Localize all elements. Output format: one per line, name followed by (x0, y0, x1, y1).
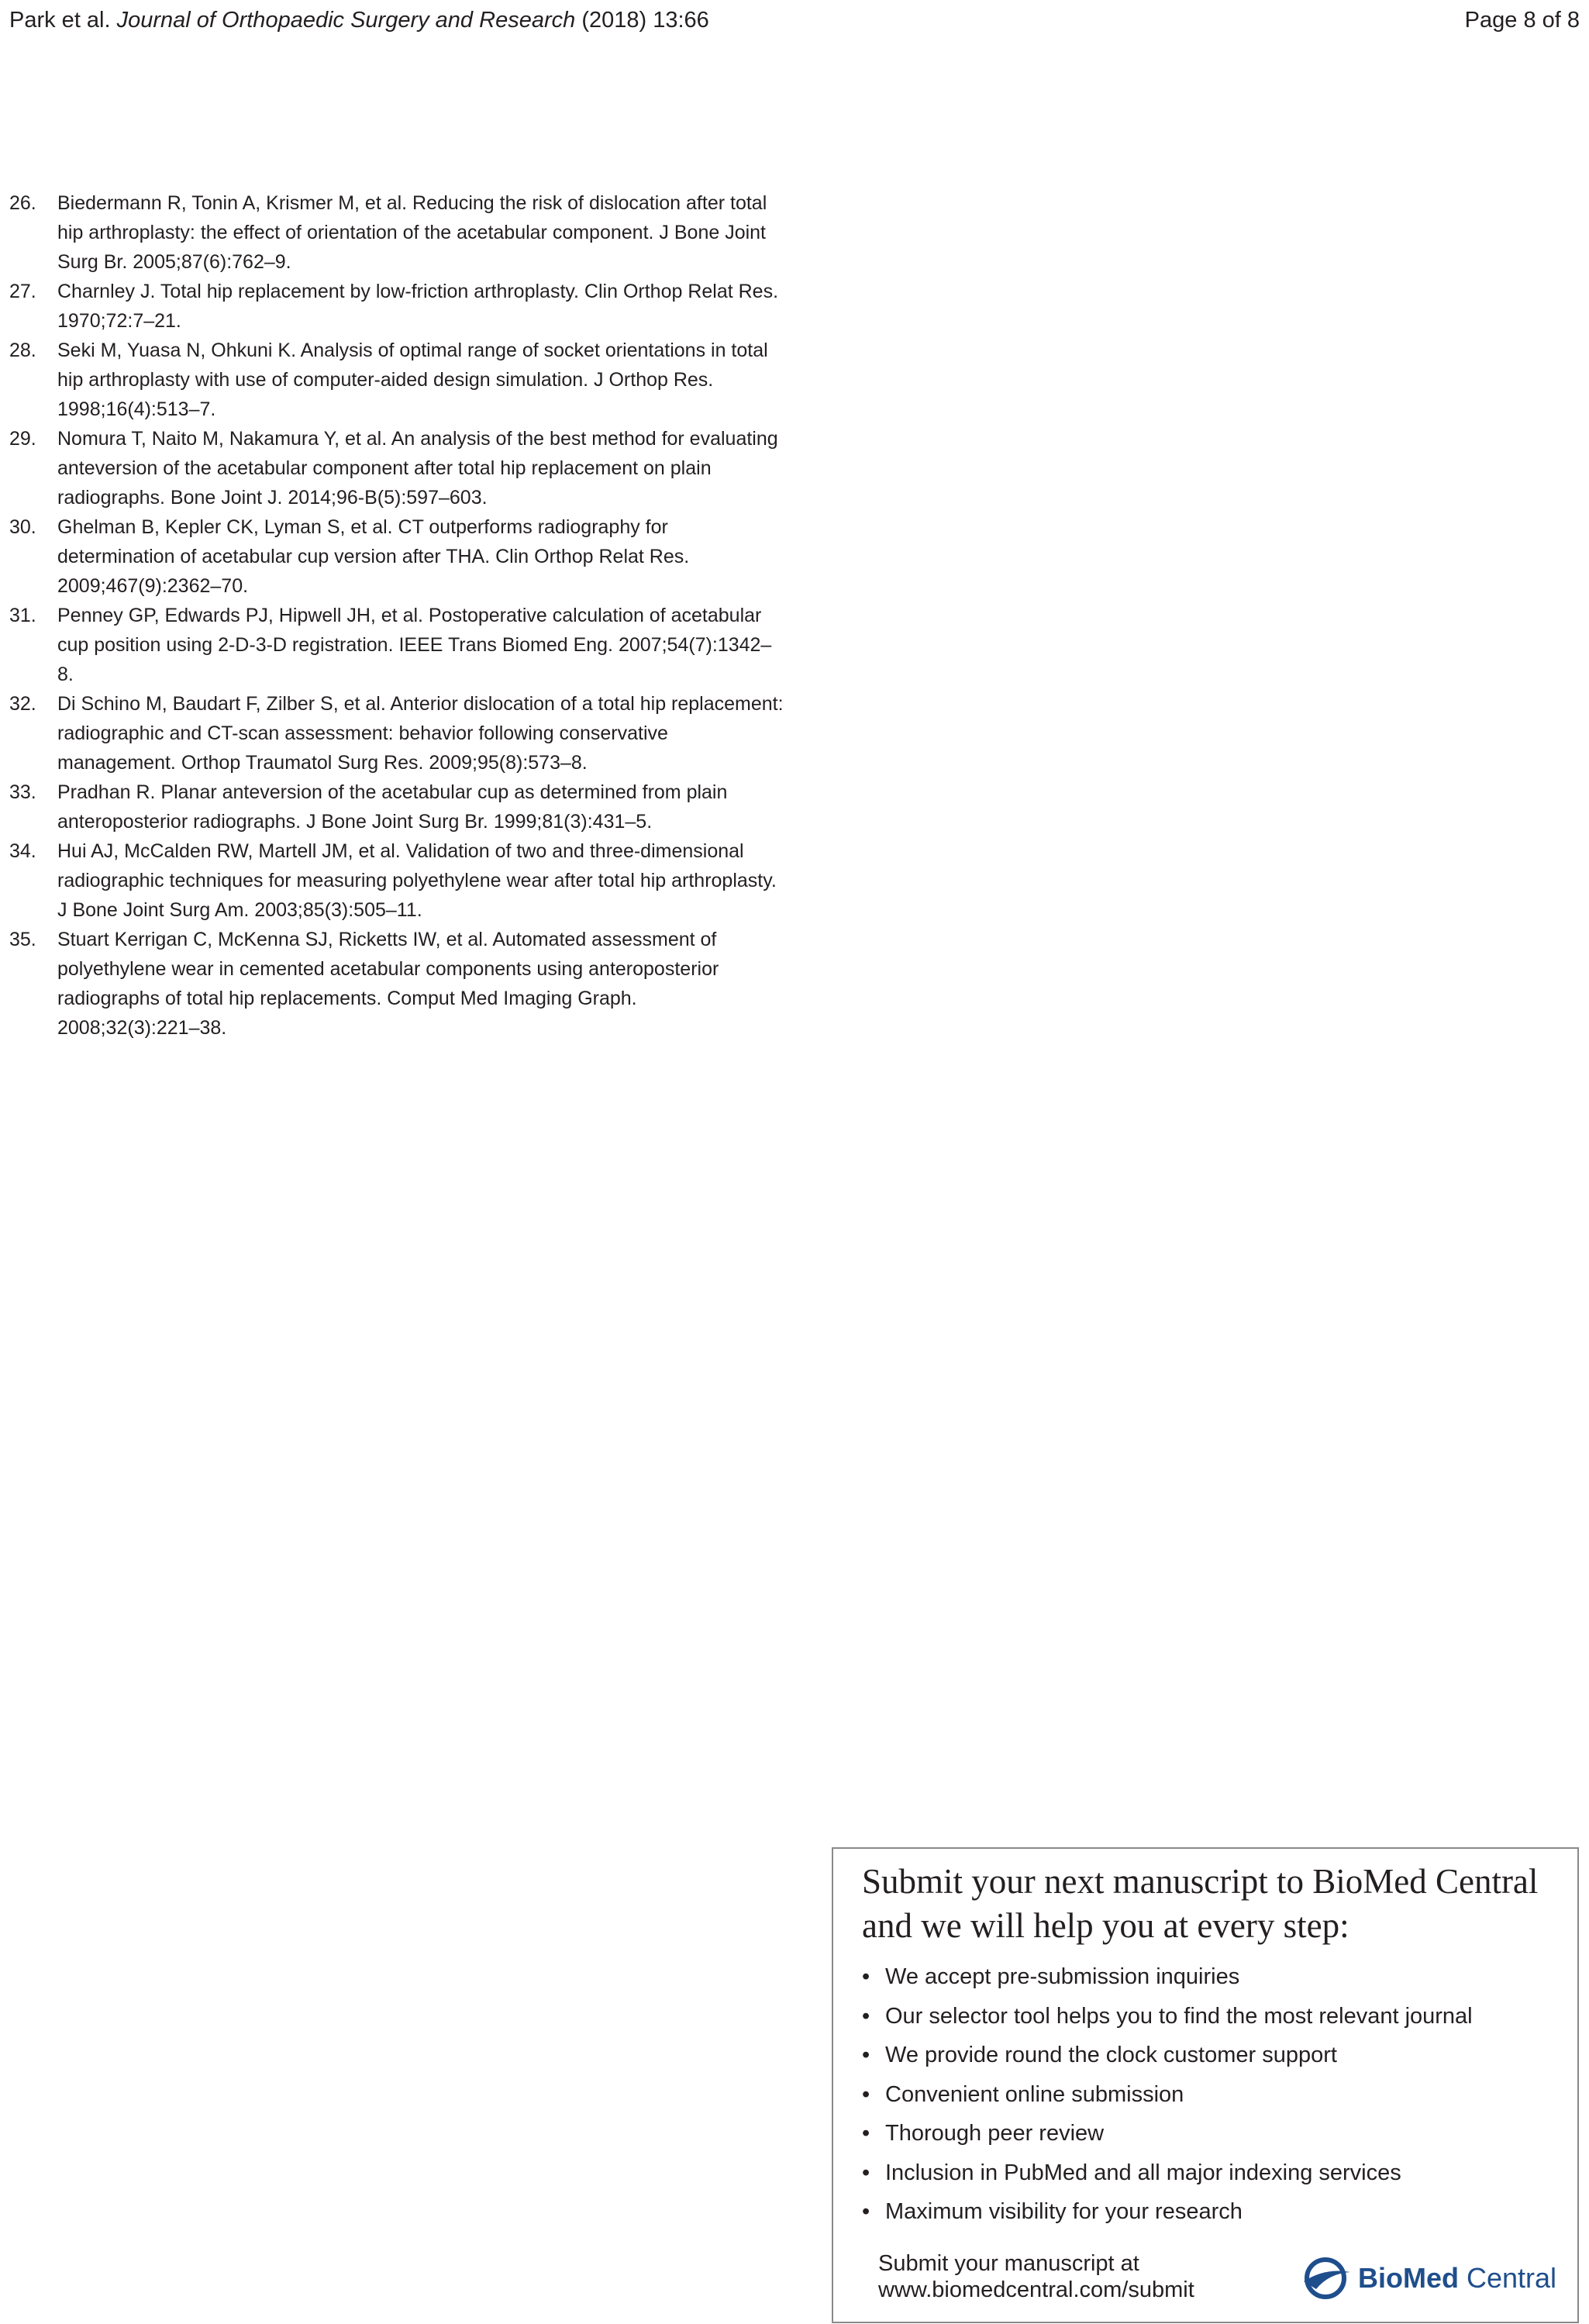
reference-text: Hui AJ, McCalden RW, Martell JM, et al. Validation of two and three-dimensional radiographic techniques for measuring polyethylene wear after total hip arthroplasty. J Bone Joint Surg Am. 2003;85(3):505–11. (57, 840, 777, 921)
promo-benefit-text: We provide round the clock customer support (885, 2043, 1337, 2067)
running-head-authors: Park et al. (9, 8, 111, 33)
logo-wordmark: BioMed Central (1358, 2262, 1557, 2294)
submit-url-link[interactable]: www.biomedcentral.com/submit (878, 2277, 1194, 2302)
promo-benefit-text: Our selector tool helps you to find the most relevant journal (885, 2003, 1473, 2029)
biomed-central-logo (1302, 2255, 1556, 2302)
bullet-icon: • (862, 2121, 870, 2146)
bullet-icon: • (862, 2043, 870, 2067)
reference-item (9, 188, 784, 277)
reference-number: 34. (9, 840, 36, 862)
promo-benefit-text: Convenient online submission (885, 2081, 1184, 2107)
biomed-central-promo-box (832, 1847, 1579, 2323)
promo-benefit-item (862, 2153, 1473, 2193)
bullet-icon: • (862, 2160, 870, 2185)
promo-benefit-text: We accept pre-submission inquiries (885, 1964, 1240, 1989)
reference-number: 30. (9, 516, 36, 538)
bullet-icon: • (862, 2199, 870, 2224)
promo-benefit-item (862, 1957, 1473, 1997)
promo-benefit-text: Maximum visibility for your research (885, 2199, 1243, 2224)
reference-item (9, 336, 784, 424)
reference-item (9, 424, 784, 512)
reference-text: Stuart Kerrigan C, McKenna SJ, Ricketts IW, et al. Automated assessment of polyethylene wear in cemented acetabular components using anteroposterior radiographs of total hip replacements. Comput Med Imaging Graph. 2008;32(3):221–38. (57, 929, 719, 1039)
reference-number: 31. (9, 605, 36, 626)
reference-item (9, 277, 784, 336)
bullet-icon: • (862, 2081, 870, 2107)
reference-item (9, 925, 784, 1043)
promo-benefit-item (862, 2036, 1473, 2075)
reference-text: Nomura T, Naito M, Nakamura Y, et al. An analysis of the best method for evaluating anteversion of the acetabular component after total hip replacement on plain radiographs. Bone Joint J. 2014;96-B(5):597–603. (57, 428, 778, 509)
reference-number: 33. (9, 781, 36, 803)
submit-label: Submit your manuscript at (878, 2251, 1139, 2276)
reference-number: 26. (9, 192, 36, 214)
reference-number: 27. (9, 281, 36, 302)
reference-text: Penney GP, Edwards PJ, Hipwell JH, et al. Postoperative calculation of acetabular cup position using 2-D-3-D registration. IEEE Trans Biomed Eng. 2007;54(7):1342–8. (57, 605, 772, 685)
reference-text: Biedermann R, Tonin A, Krismer M, et al. Reducing the risk of dislocation after total hip arthroplasty: the effect of orientation of the acetabular component. J Bone Joint Surg Br. 2005;87(6):762–9. (57, 192, 767, 273)
promo-benefit-text: Thorough peer review (885, 2121, 1105, 2146)
reference-item (9, 601, 784, 689)
promo-benefit-text: Inclusion in PubMed and all major indexing services (885, 2160, 1401, 2185)
reference-text: Ghelman B, Kepler CK, Lyman S, et al. CT outperforms radiography for determination of acetabular cup version after THA. Clin Orthop Relat Res. 2009;467(9):2362–70. (57, 516, 690, 597)
reference-number: 29. (9, 428, 36, 450)
reference-text: Pradhan R. Planar anteversion of the acetabular cup as determined from plain anteroposterior radiographs. J Bone Joint Surg Br. 1999;81(3):431–5. (57, 781, 728, 833)
reference-item (9, 512, 784, 601)
reference-item (9, 778, 784, 836)
reference-text: Di Schino M, Baudart F, Zilber S, et al. Anterior dislocation of a total hip replacement: radiographic and CT-scan assessment: behavior following conservative management. Orthop Traumatol Surg Res. 2009;95(8):573–8. (57, 693, 784, 774)
reference-text: Seki M, Yuasa N, Ohkuni K. Analysis of optimal range of socket orientations in total hip arthroplasty with use of computer-aided design simulation. J Orthop Res. 1998;16(4):513–7. (57, 340, 768, 420)
promo-benefit-item (862, 2192, 1473, 2232)
running-head-journal: Journal of Orthopaedic Surgery and Research (116, 8, 576, 33)
reference-item (9, 836, 784, 925)
bullet-icon: • (862, 2003, 870, 2029)
reference-text: Charnley J. Total hip replacement by low-friction arthroplasty. Clin Orthop Relat Res. 1970;72:7–21. (57, 281, 779, 332)
reference-number: 32. (9, 693, 36, 715)
promo-benefit-item (862, 2075, 1473, 2115)
bullet-icon: • (862, 1964, 870, 1989)
promo-benefit-item (862, 1997, 1473, 2036)
promo-benefit-list (862, 1957, 1473, 2232)
page-number: Page 8 of 8 (1464, 8, 1580, 33)
running-head-citation: (2018) 13:66 (581, 8, 709, 33)
reference-number: 35. (9, 929, 36, 950)
submit-info (878, 2250, 1194, 2303)
reference-number: 28. (9, 340, 36, 361)
biomed-central-logo-icon (1302, 2255, 1352, 2302)
reference-item (9, 689, 784, 778)
promo-benefit-item (862, 2114, 1473, 2153)
promo-title: Submit your next manuscript to BioMed Central and we will help you at every step: (862, 1862, 1539, 1945)
running-head (9, 5, 709, 36)
reference-list (9, 188, 784, 1043)
